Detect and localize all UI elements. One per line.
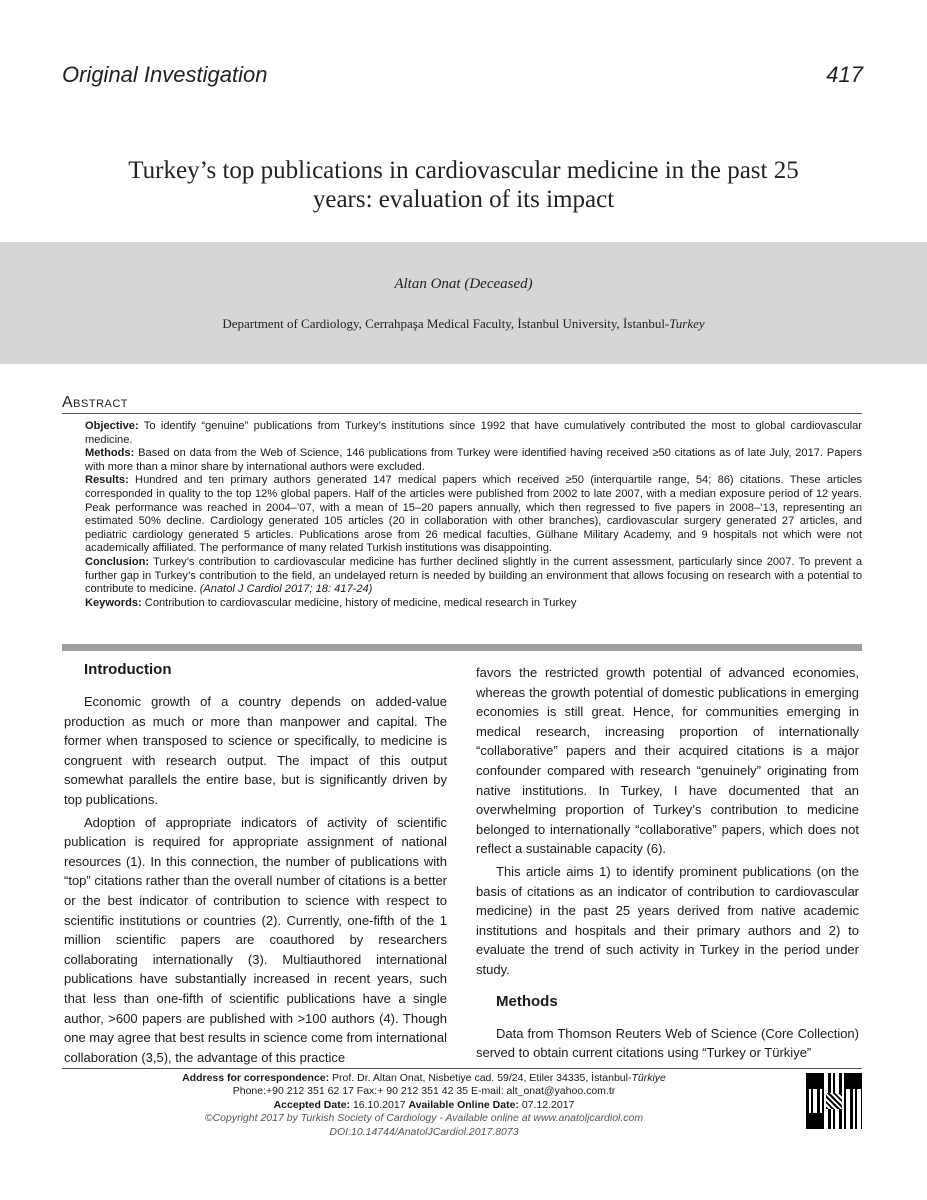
keywords-text: Contribution to cardiovascular medicine, history of medicine, medical research in Turkey [141, 596, 577, 609]
accepted-label: Accepted Date: [273, 1098, 351, 1111]
abstract-results [85, 474, 862, 556]
intro-paragraph-2: Adoption of appropriate indicators of activity of scientific publication is required for appropriate assignment of national resources (1). In this connection, the number of publications with “top” citations rather than the overall number of citations is a better or the best indicator of contribution to science with respect to scientific institutions or countries (2). Currently, one-fifth of the 1 million scientific papers are coauthored by researchers collaborating internationally (3). Multiauthored international publications have substantially increased in recent years, such that less than one-fifth of scientific publications have a single author, >600 papers are published with >100 authors (4). Though one may agree that best results in science come from international collaboration (3,5), the advantage of this practice [64, 814, 447, 1065]
qr-code-icon [806, 1073, 862, 1129]
author-affiliation [0, 316, 927, 332]
intro-paragraph-1: Economic growth of a country depends on added-value production as much or more than manpower and capital. The former when transposed to science or specifically, to medicine is congruent with research output. The impact of this output somewhat parallels the entire base, but is significantly driven by top publications. [64, 694, 447, 807]
results-text: Hundred and ten primary authors generated 147 medical papers which received ≥50 (interquartile range, 54; 86) citations. These articles corresponded in quality to the top 12% global papers. Half of the articles were published from 2002 to late 2007, with a median exposure period of 12 years. Peak performance was reached in 2004–’07, with a mean of 15–20 papers annually, which then regressed to five papers in 2008–’13, representing an estimated 50% decline. Cardiology generated 105 articles (20 in collaboration with other branches), cardiovascular surgery generated 27 articles, and pediatric cardiology generated 5 articles. Publications arose from 26 medical faculties, Gülhane Military Academy, and 9 hospitals not which were not academically affiliated. The performance of many related Turkish institutions was disappointing. [85, 474, 862, 555]
affiliation-text: Department of Cardiology, Cerrahpaşa Medical Faculty, İstanbul University, İstanbul- [222, 316, 670, 331]
methods-heading: Methods [496, 992, 558, 1010]
conclusion-label: Conclusion: [85, 555, 150, 568]
section-divider [62, 644, 862, 651]
objective-label: Objective: [85, 420, 139, 432]
footer-divider [62, 1068, 862, 1069]
correspondence-footer [62, 1072, 786, 1139]
address-text: Prof. Dr. Altan Onat, Nisbetiye cad. 59/24, Etiler 34335, İstanbul- [329, 1072, 632, 1084]
keywords-label: Keywords: [85, 596, 142, 609]
online-date: 07.12.2017 [518, 1098, 575, 1111]
body-column-left [64, 660, 447, 1070]
author-band [0, 242, 927, 364]
citation: (Anatol J Cardiol 2017; 18: 417-24) [199, 583, 373, 596]
article-title-line-2: years: evaluation of its impact [312, 186, 615, 213]
running-head [62, 62, 863, 94]
abstract-keywords [85, 597, 862, 611]
dates-line [62, 1099, 786, 1112]
methods-label: Methods: [85, 447, 135, 460]
copyright-line: ©Copyright 2017 by Turkish Society of Cardiology - Available online at www.anatoljcardiol.com [204, 1112, 644, 1125]
intro-paragraph-3: This article aims 1) to identify prominent publications (on the basis of citations as an indicator of contribution to cardiovascular medicine) in the past 25 years derived from native academic institutions and hospitals and their primary authors and 2) to evaluate the trend of such activity in Turkey in the period under study. [476, 863, 859, 977]
author-name: Altan Onat (Deceased) [394, 276, 533, 292]
accepted-date: 16.10.2017 [350, 1098, 409, 1111]
abstract-methods [85, 447, 862, 474]
abstract-divider [62, 413, 862, 414]
body-column-right [476, 663, 859, 1066]
article-title [70, 156, 857, 214]
article-title-line-1: Turkey’s top publications in cardiovascular medicine in the past 25 [128, 157, 799, 184]
correspondence-contact: Phone:+90 212 351 62 17 Fax:+ 90 212 351 42 35 E-mail: alt_onat@yahoo.com.tr [232, 1085, 616, 1098]
page-number: 417 [826, 62, 863, 87]
abstract-conclusion [85, 556, 862, 597]
introduction-heading: Introduction [84, 661, 172, 678]
address-country: Türkiye [631, 1072, 666, 1084]
doi-line: DOI:10.14744/AnatolJCardiol.2017.8073 [329, 1125, 519, 1138]
address-label: Address for correspondence: [182, 1072, 330, 1084]
methods-text: Based on data from the Web of Science, 146 publications from Turkey were identified having received ≥50 citations as of late July, 2017. Papers with more than a minor share by international authors were excluded. [85, 447, 862, 473]
intro-paragraph-2-continued: favors the restricted growth potential of advanced economies, whereas the growth potential of domestic publications in emerging economies is still great. Hence, for communities emerging in medical research, increasing proportion of internationally “collaborative” papers and their acquired citations is a major confounder compared with research “genuinely” originating from native institutions. In Turkey, I have documented that an overwhelming proportion of Turkey’s contribution to medicine belonged to internationally “collaborative” papers, which does not reflect a sustainable capacity (6). [476, 665, 859, 857]
affiliation-country: Turkey [669, 316, 705, 331]
abstract-body [85, 420, 862, 610]
objective-text: To identify “genuine” publications from Turkey’s institutions since 1992 that have cumulatively contributed the most to global cardiovascular medicine. [85, 420, 862, 446]
correspondence-address [62, 1072, 786, 1085]
abstract-objective [85, 420, 862, 447]
methods-paragraph-1: Data from Thomson Reuters Web of Science (Core Collection) served to obtain current citations using “Turkey or Türkiye” [476, 1025, 859, 1061]
conclusion-text: Turkey’s contribution to cardiovascular medicine has further declined slightly in the current assessment, particularly since 2007. To prevent a further gap in Turkey’s contribution to the field, an undelayed return is needed by building an environment that allows focusing on research with a potential to contribute to medicine. [85, 555, 862, 596]
online-label: Available Online Date: [408, 1098, 519, 1111]
section-label: Original Investigation [62, 62, 268, 87]
results-label: Results: [85, 474, 129, 487]
abstract-heading: Abstract [62, 394, 129, 411]
